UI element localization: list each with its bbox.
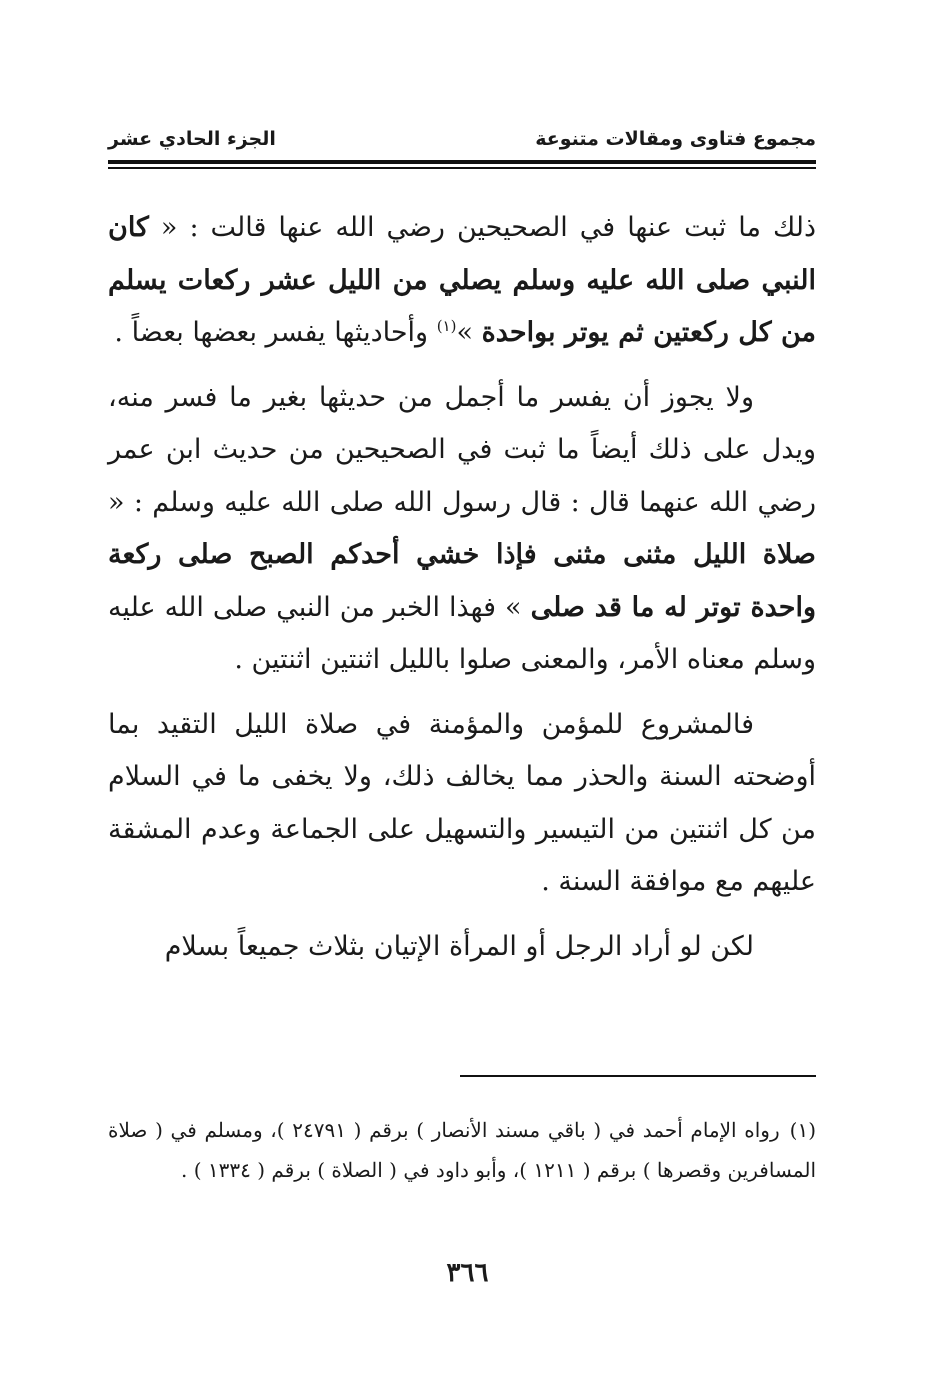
main-text [108,202,816,985]
paragraph-2-intro: ولا يجوز أن يفسر ما أجمل من حديثها بغير ما فسر منه، ويدل على ذلك أيضاً ما ثبت في الصحيحين من حديث ابن عمر رضي الله عنهما قال : قال رسول الله صلى الله عليه وسلم : « [108,381,816,518]
paragraph-2-end: » فهذا الخبر من النبي صلى الله عليه وسلم معناه الأمر، والمعنى صلوا بالليل اثنتين اثنتين . [108,591,816,675]
paragraph-1-intro: ذلك ما ثبت عنها في الصحيحين رضي الله عنها قالت : « [148,212,816,243]
footnote-number: (١) [789,1118,816,1142]
paragraph-2 [108,372,816,687]
paragraph-1-end: وأحاديثها يفسر بعضها بعضاً . [114,317,437,348]
paragraph-4: لكن لو أراد الرجل أو المرأة الإتيان بثلاث جميعاً بسلام [164,930,754,962]
header-rule-thin [108,167,816,169]
footnote-ref: (١) [436,317,457,335]
book-title: مجموع فتاوى ومقالات متنوعة [535,128,816,150]
footnote [108,1110,816,1190]
volume-title: الجزء الحادي عشر [108,128,276,150]
paragraph-1 [108,202,816,360]
running-header [108,124,816,154]
paragraph-3: فالمشروع للمؤمن والمؤمنة في صلاة الليل التقيد بما أوضحته السنة والحذر مما يخالف ذلك، ولا يخفى ما في السلام من كل اثنتين من التيسير والتسهيل على الجماعة وعدم المشقة عليهم مع موافقة السنة . [108,708,816,897]
hadith-quote-1: كان النبي صلى الله عليه وسلم يصلي من الليل عشر ركعات يسلم من كل ركعتين ثم يوتر بواحدة [108,212,816,348]
hadith-quote-2: صلاة الليل مثنى مثنى فإذا خشي أحدكم الصبح صلى ركعة واحدة توتر له ما قد صلى [108,539,816,623]
footnote-text: رواه الإمام أحمد في ( باقي مسند الأنصار ) برقم ( ٢٤٧٩١ )، ومسلم في ( صلاة المسافرين وقصرها ) برقم ( ١٢١١ )، وأبو داود في ( الصلاة ) برقم ( ١٣٣٤ ) . [108,1118,816,1182]
header-rule-thick [108,160,816,164]
footnote-separator [460,1075,816,1077]
quote-close-1: » [456,317,482,348]
page-number: ٣٦٦ [446,1258,489,1288]
